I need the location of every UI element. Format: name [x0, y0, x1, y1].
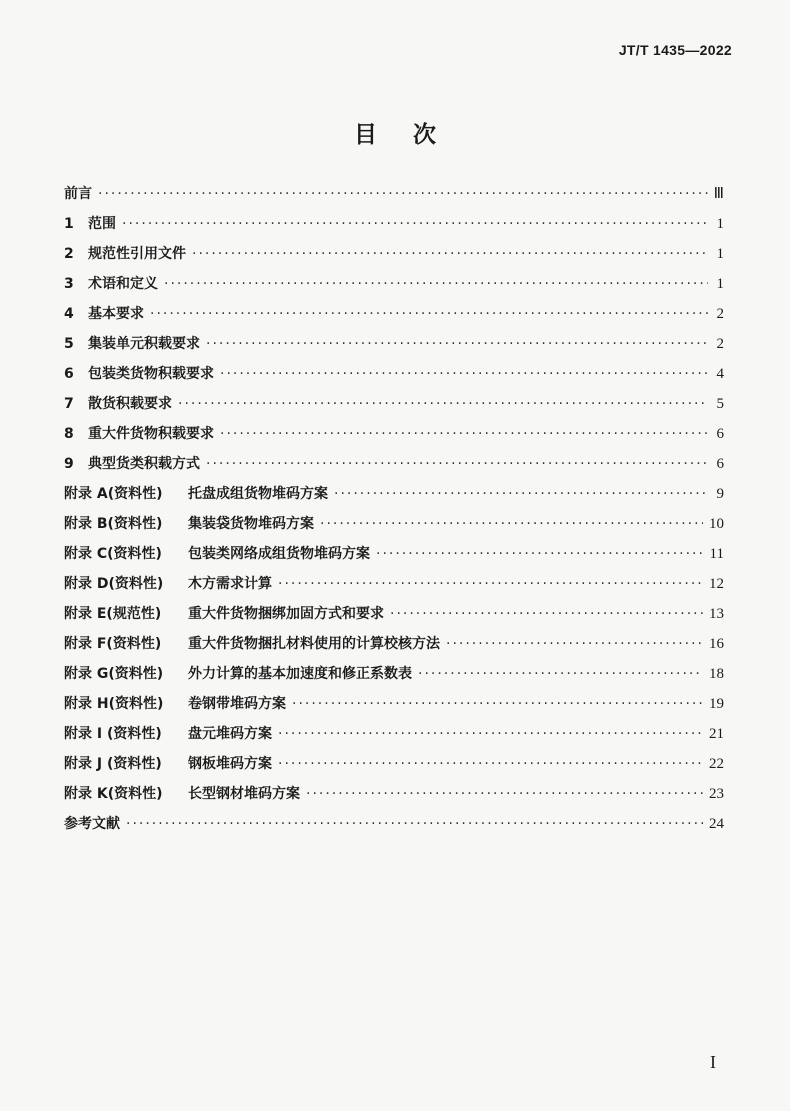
toc-entry-page: 10 — [709, 516, 724, 532]
toc-entry-page: 11 — [709, 546, 724, 562]
toc-entry-label: 集装袋货物堆码方案 — [188, 516, 314, 532]
toc-leader-dots — [192, 246, 708, 262]
toc-entry-number: 8 — [64, 426, 74, 442]
toc-entry[interactable] — [64, 183, 724, 213]
toc-leader-dots — [178, 396, 708, 412]
toc-entry-page: 24 — [709, 816, 724, 832]
toc-entry-page: 18 — [709, 666, 724, 682]
toc-entry-annex: 附录 J (资料性) — [64, 756, 162, 772]
toc-entry-label: 典型货类积载方式 — [88, 456, 200, 472]
toc-entry[interactable] — [64, 483, 724, 513]
toc-entry-page: 21 — [709, 726, 724, 742]
toc-entry-page: 22 — [709, 756, 724, 772]
toc-entry[interactable] — [64, 423, 724, 453]
toc-leader-dots — [418, 666, 703, 682]
toc-entry[interactable] — [64, 753, 724, 783]
toc-entry-label: 包装类货物积载要求 — [88, 366, 214, 382]
toc-entry[interactable] — [64, 573, 724, 603]
toc-entry-page: 2 — [716, 306, 724, 322]
toc-entry-page: 1 — [716, 246, 724, 262]
toc-leader-dots — [98, 186, 708, 202]
toc-entry[interactable] — [64, 363, 724, 393]
toc-entry-number: 1 — [64, 216, 74, 232]
document-code: JT/T 1435—2022 — [618, 42, 732, 58]
toc-entry-annex: 附录 B(资料性) — [64, 516, 163, 532]
toc-entry-annex: 附录 H(资料性) — [64, 696, 164, 712]
toc-entry-number: 6 — [64, 366, 74, 382]
toc-entry-label: 前言 — [64, 186, 92, 202]
toc-leader-dots — [150, 306, 708, 322]
toc-entry-annex: 附录 D(资料性) — [64, 576, 164, 592]
title-char-2: 次 — [413, 122, 436, 148]
toc-entry-page: 16 — [709, 636, 724, 652]
toc-entry-label: 重大件货物捆绑加固方式和要求 — [188, 606, 384, 622]
toc-entry-annex: 附录 K(资料性) — [64, 786, 163, 802]
toc-entry-label: 盘元堆码方案 — [188, 726, 272, 742]
toc-leader-dots — [278, 726, 703, 742]
toc-leader-dots — [376, 546, 704, 562]
toc-entry[interactable] — [64, 783, 724, 813]
toc-entry-label: 托盘成组货物堆码方案 — [188, 486, 328, 502]
toc-entry[interactable] — [64, 333, 724, 363]
toc-entry-label: 包装类网络成组货物堆码方案 — [188, 546, 370, 562]
toc-entry-label: 长型钢材堆码方案 — [188, 786, 300, 802]
toc-entry-annex: 附录 A(资料性) — [64, 486, 163, 502]
toc-entry-annex: 附录 C(资料性) — [64, 546, 162, 562]
toc-entry-label: 卷钢带堆码方案 — [188, 696, 286, 712]
toc-entry-annex: 附录 E(规范性) — [64, 606, 162, 622]
toc-entry-number: 9 — [64, 456, 74, 472]
toc-entry-label: 范围 — [88, 216, 116, 232]
toc-entry-annex: 附录 I (资料性) — [64, 726, 162, 742]
toc-entry-annex: 附录 F(资料性) — [64, 636, 162, 652]
toc-entry[interactable] — [64, 303, 724, 333]
toc-entry-page: 1 — [716, 216, 724, 232]
toc-entry-number: 5 — [64, 336, 74, 352]
toc-entry[interactable] — [64, 693, 724, 723]
toc-entry-annex: 附录 G(资料性) — [64, 666, 164, 682]
toc-entry-label: 集装单元积载要求 — [88, 336, 200, 352]
toc-entry-label: 外力计算的基本加速度和修正系数表 — [188, 666, 412, 682]
toc-leader-dots — [320, 516, 703, 532]
toc-entry-number: 7 — [64, 396, 74, 412]
toc-leader-dots — [306, 786, 703, 802]
toc-entry[interactable] — [64, 213, 724, 243]
toc-entry[interactable] — [64, 453, 724, 483]
page-title — [0, 116, 790, 149]
toc-entry-page: 1 — [716, 276, 724, 292]
toc-entry-number: 4 — [64, 306, 74, 322]
toc-entry[interactable] — [64, 543, 724, 573]
toc-entry-page: Ⅲ — [713, 186, 724, 202]
toc-entry[interactable] — [64, 663, 724, 693]
toc-entry-page: 13 — [709, 606, 724, 622]
toc-entry-label: 木方需求计算 — [188, 576, 272, 592]
toc-entry[interactable] — [64, 243, 724, 273]
toc-entry[interactable] — [64, 603, 724, 633]
toc-entry-number: 2 — [64, 246, 74, 262]
toc-entry-page: 23 — [709, 786, 724, 802]
toc-entry-label: 基本要求 — [88, 306, 144, 322]
toc-entry-label: 重大件货物积载要求 — [88, 426, 214, 442]
toc-leader-dots — [220, 366, 708, 382]
toc-entry-page: 6 — [716, 456, 724, 472]
toc-entry-label: 术语和定义 — [88, 276, 158, 292]
toc-leader-dots — [220, 426, 708, 442]
toc-entry[interactable] — [64, 633, 724, 663]
toc-entry[interactable] — [64, 723, 724, 753]
toc-leader-dots — [206, 336, 708, 352]
toc-entry-label: 参考文献 — [64, 816, 120, 832]
toc-entry-page: 6 — [716, 426, 724, 442]
toc-entry-page: 12 — [709, 576, 724, 592]
toc-leader-dots — [164, 276, 708, 292]
table-of-contents — [64, 183, 724, 843]
toc-entry-number: 3 — [64, 276, 74, 292]
toc-leader-dots — [126, 816, 703, 832]
toc-entry-page: 9 — [716, 486, 724, 502]
toc-leader-dots — [446, 636, 703, 652]
toc-leader-dots — [122, 216, 708, 232]
toc-leader-dots — [334, 486, 708, 502]
toc-entry-page: 19 — [709, 696, 724, 712]
toc-entry-label: 重大件货物捆扎材料使用的计算校核方法 — [188, 636, 440, 652]
toc-entry-page: 2 — [716, 336, 724, 352]
toc-entry[interactable] — [64, 273, 724, 303]
toc-entry-label: 规范性引用文件 — [88, 246, 186, 262]
toc-entry-page: 4 — [716, 366, 724, 382]
toc-leader-dots — [206, 456, 708, 472]
toc-entry-label: 散货积载要求 — [88, 396, 172, 412]
toc-entry-page: 5 — [716, 396, 724, 412]
toc-entry[interactable] — [64, 813, 724, 843]
toc-entry[interactable] — [64, 513, 724, 543]
toc-leader-dots — [390, 606, 703, 622]
page-number: I — [710, 1052, 716, 1072]
toc-entry[interactable] — [64, 393, 724, 423]
toc-leader-dots — [278, 756, 703, 772]
toc-leader-dots — [278, 576, 703, 592]
title-char-1: 目 — [354, 122, 377, 148]
toc-entry-label: 钢板堆码方案 — [188, 756, 272, 772]
toc-leader-dots — [292, 696, 703, 712]
